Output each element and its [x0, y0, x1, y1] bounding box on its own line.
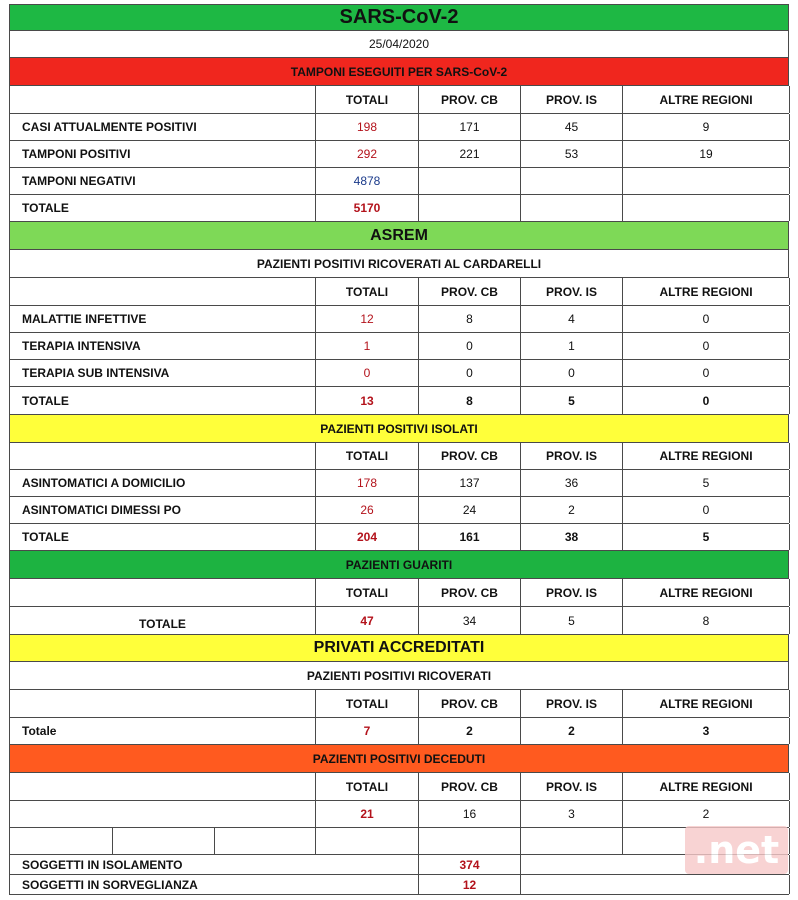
- row-label: ASINTOMATICI DIMESSI PO: [10, 497, 316, 523]
- col-altre-regioni: ALTRE REGIONI: [623, 86, 790, 113]
- empty-row: [9, 827, 789, 854]
- value-prov-cb: 8: [419, 387, 521, 414]
- value-prov-is: 53: [521, 141, 623, 167]
- section-header-asrem: ASREM: [9, 221, 789, 249]
- report-title: SARS-CoV-2: [9, 4, 789, 30]
- col-altre-regioni: ALTRE REGIONI: [623, 690, 790, 717]
- col-totali: TOTALI: [316, 443, 419, 469]
- col-prov-cb: PROV. CB: [419, 278, 521, 305]
- value-prov-is: 36: [521, 470, 623, 496]
- col-prov-cb: PROV. CB: [419, 443, 521, 469]
- table-row: [9, 874, 789, 895]
- row-label: TOTALE: [10, 387, 316, 414]
- row-label: CASI ATTUALMENTE POSITIVI: [10, 114, 316, 140]
- col-prov-is: PROV. IS: [521, 690, 623, 717]
- value-altre-regioni: [623, 195, 790, 221]
- value-prov-cb: 34: [419, 607, 521, 634]
- table-row-total: [9, 194, 789, 221]
- watermark-logo: .net: [685, 826, 788, 874]
- row-label: TOTALE: [10, 607, 316, 634]
- value-totali: 292: [316, 141, 419, 167]
- value-prov-is: 5: [521, 387, 623, 414]
- isolati-column-header-row: [9, 442, 789, 469]
- empty-cell: [113, 828, 215, 854]
- table-row: [9, 332, 789, 359]
- value-prov-cb: 2: [419, 718, 521, 744]
- value-prov-cb: 16: [419, 801, 521, 827]
- value-altre-regioni: 0: [623, 497, 790, 523]
- value-totali: 204: [316, 524, 419, 550]
- col-totali: TOTALI: [316, 278, 419, 305]
- value-altre-regioni: 0: [623, 306, 790, 332]
- section-header-guariti: PAZIENTI GUARITI: [9, 550, 789, 578]
- row-label: SOGGETTI IN SORVEGLIANZA: [10, 875, 419, 894]
- value-totali: 47: [316, 607, 419, 634]
- value-totali: 4878: [316, 168, 419, 194]
- table-row-total: [9, 386, 789, 414]
- value-isolamento: 374: [419, 855, 521, 874]
- section-header-isolati: PAZIENTI POSITIVI ISOLATI: [9, 414, 789, 442]
- value-altre-regioni: [623, 168, 790, 194]
- table-row-total: [9, 606, 789, 634]
- table-row-total: [9, 523, 789, 550]
- empty-cell: [316, 828, 419, 854]
- value-prov-is: 38: [521, 524, 623, 550]
- value-prov-cb: 137: [419, 470, 521, 496]
- row-label: MALATTIE INFETTIVE: [10, 306, 316, 332]
- row-label: [10, 801, 316, 827]
- table-row: [9, 113, 789, 140]
- table-row: [9, 496, 789, 523]
- empty-cell: [215, 828, 316, 854]
- empty-cell: [521, 875, 790, 894]
- section-header-privati: PRIVATI ACCREDITATI: [9, 634, 789, 661]
- row-label: SOGGETTI IN ISOLAMENTO: [10, 855, 419, 874]
- value-altre-regioni: 5: [623, 470, 790, 496]
- value-prov-cb: 0: [419, 360, 521, 386]
- tamponi-column-header-row: [9, 85, 789, 113]
- col-totali: TOTALI: [316, 579, 419, 606]
- col-prov-is: PROV. IS: [521, 278, 623, 305]
- value-totali: 198: [316, 114, 419, 140]
- table-row: [9, 305, 789, 332]
- empty-cell: [10, 443, 316, 469]
- col-prov-cb: PROV. CB: [419, 86, 521, 113]
- col-prov-cb: PROV. CB: [419, 579, 521, 606]
- value-totali: 13: [316, 387, 419, 414]
- section-header-deceduti: PAZIENTI POSITIVI DECEDUTI: [9, 744, 789, 772]
- value-altre-regioni: 19: [623, 141, 790, 167]
- col-prov-is: PROV. IS: [521, 443, 623, 469]
- empty-cell: [10, 773, 316, 800]
- value-prov-is: 1: [521, 333, 623, 359]
- row-label: TERAPIA SUB INTENSIVA: [10, 360, 316, 386]
- col-totali: TOTALI: [316, 773, 419, 800]
- row-label: TERAPIA INTENSIVA: [10, 333, 316, 359]
- col-totali: TOTALI: [316, 86, 419, 113]
- value-altre-regioni: 0: [623, 360, 790, 386]
- row-label: Totale: [10, 718, 316, 744]
- table-row: [9, 140, 789, 167]
- col-prov-cb: PROV. CB: [419, 773, 521, 800]
- table-row: [9, 854, 789, 874]
- value-prov-is: 5: [521, 607, 623, 634]
- asrem-column-header-row: [9, 277, 789, 305]
- value-prov-cb: [419, 195, 521, 221]
- empty-cell: [521, 828, 623, 854]
- value-prov-cb: 8: [419, 306, 521, 332]
- value-prov-cb: 221: [419, 141, 521, 167]
- value-altre-regioni: 5: [623, 524, 790, 550]
- value-prov-is: [521, 168, 623, 194]
- value-totali: 12: [316, 306, 419, 332]
- value-prov-cb: 171: [419, 114, 521, 140]
- table-row-total: [9, 717, 789, 744]
- report-date: 25/04/2020: [9, 30, 789, 57]
- value-prov-cb: [419, 168, 521, 194]
- value-prov-cb: 24: [419, 497, 521, 523]
- empty-cell: [10, 86, 316, 113]
- value-totali: 7: [316, 718, 419, 744]
- value-sorveglianza: 12: [419, 875, 521, 894]
- value-prov-is: [521, 195, 623, 221]
- value-prov-is: 3: [521, 801, 623, 827]
- value-prov-is: 4: [521, 306, 623, 332]
- empty-cell: [10, 579, 316, 606]
- asrem-subheader: PAZIENTI POSITIVI RICOVERATI AL CARDARELLI: [9, 249, 789, 277]
- value-altre-regioni: 0: [623, 333, 790, 359]
- value-prov-cb: 161: [419, 524, 521, 550]
- col-prov-is: PROV. IS: [521, 579, 623, 606]
- empty-cell: [419, 828, 521, 854]
- value-prov-is: 0: [521, 360, 623, 386]
- deceduti-column-header-row: [9, 772, 789, 800]
- col-prov-is: PROV. IS: [521, 773, 623, 800]
- value-totali: 26: [316, 497, 419, 523]
- privati-column-header-row: [9, 689, 789, 717]
- value-totali: 0: [316, 360, 419, 386]
- table-row: [9, 359, 789, 386]
- col-prov-cb: PROV. CB: [419, 690, 521, 717]
- col-prov-is: PROV. IS: [521, 86, 623, 113]
- row-label: TAMPONI POSITIVI: [10, 141, 316, 167]
- value-prov-is: 2: [521, 497, 623, 523]
- value-prov-is: 45: [521, 114, 623, 140]
- value-totali: 1: [316, 333, 419, 359]
- value-prov-cb: 0: [419, 333, 521, 359]
- privati-subheader: PAZIENTI POSITIVI RICOVERATI: [9, 661, 789, 689]
- value-totali: 178: [316, 470, 419, 496]
- value-altre-regioni: 2: [623, 801, 790, 827]
- col-totali: TOTALI: [316, 690, 419, 717]
- value-altre-regioni: 3: [623, 718, 790, 744]
- table-row: [9, 469, 789, 496]
- guariti-column-header-row: [9, 578, 789, 606]
- section-header-tamponi: TAMPONI ESEGUITI PER SARS-CoV-2: [9, 57, 789, 85]
- row-label: TOTALE: [10, 195, 316, 221]
- col-altre-regioni: ALTRE REGIONI: [623, 278, 790, 305]
- col-altre-regioni: ALTRE REGIONI: [623, 579, 790, 606]
- row-label: TAMPONI NEGATIVI: [10, 168, 316, 194]
- value-prov-is: 2: [521, 718, 623, 744]
- value-totali: 5170: [316, 195, 419, 221]
- empty-cell: [10, 828, 113, 854]
- table-row: [9, 800, 789, 827]
- empty-cell: [10, 690, 316, 717]
- row-label: ASINTOMATICI A DOMICILIO: [10, 470, 316, 496]
- row-label: TOTALE: [10, 524, 316, 550]
- col-altre-regioni: ALTRE REGIONI: [623, 773, 790, 800]
- value-altre-regioni: 8: [623, 607, 790, 634]
- col-altre-regioni: ALTRE REGIONI: [623, 443, 790, 469]
- value-altre-regioni: 0: [623, 387, 790, 414]
- empty-cell: [10, 278, 316, 305]
- table-row: [9, 167, 789, 194]
- value-altre-regioni: 9: [623, 114, 790, 140]
- value-totali: 21: [316, 801, 419, 827]
